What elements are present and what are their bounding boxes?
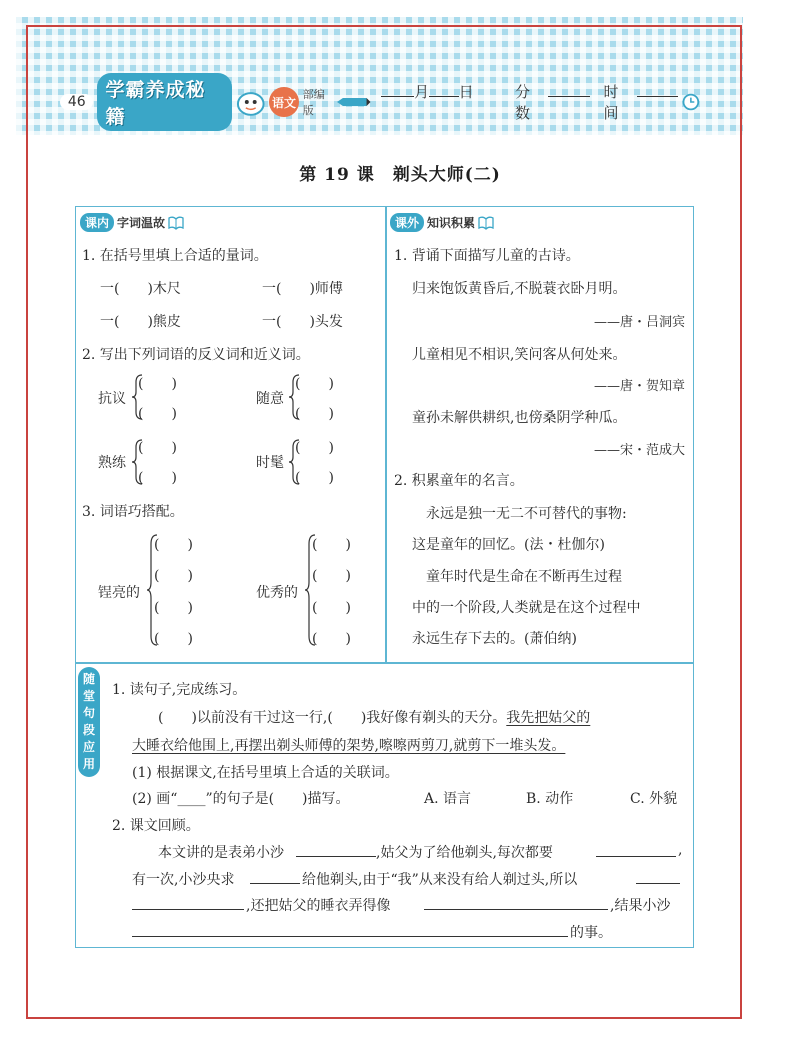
- question-1: 1. 在括号里填上合适的量词。: [82, 248, 268, 264]
- section-label-in-class: [80, 213, 184, 232]
- question-3: 3. 词语巧搭配。: [82, 504, 184, 520]
- answer-paren[interactable]: ( ): [138, 376, 177, 392]
- measure-word-item: 一( )头发: [262, 314, 343, 330]
- answer-paren[interactable]: ( ): [312, 568, 351, 584]
- quote-line: 这是童年的回忆。(法・杜伽尔): [412, 537, 605, 553]
- answer-paren[interactable]: ( ): [138, 470, 177, 486]
- poem-line: 童孙未解供耕织,也傍桑阴学种瓜。: [412, 410, 627, 426]
- month-label: 月: [414, 83, 430, 101]
- recall-text: ,结果小沙: [610, 898, 671, 914]
- answer-paren[interactable]: ( ): [154, 600, 193, 616]
- answer-paren[interactable]: ( ): [154, 537, 193, 553]
- side-label-char: 段: [82, 723, 95, 737]
- side-label-char: 句: [82, 706, 95, 720]
- option-c[interactable]: C. 外貌: [630, 791, 678, 807]
- poem-author: ——宋・范成大: [593, 443, 685, 458]
- brand-title: 学霸养成秘籍: [97, 73, 231, 131]
- fill-blank[interactable]: [636, 883, 680, 884]
- word-label: 锃亮的: [98, 585, 140, 601]
- book-icon: [168, 216, 184, 230]
- sub-question-1: (1) 根据课文,在括号里填上合适的关联词。: [132, 765, 399, 781]
- quote-line: 中的一个阶段,人类就是在这个过程中: [412, 600, 641, 616]
- section-sentence-application: [75, 662, 694, 948]
- section-in-class-vocab: [75, 206, 387, 664]
- option-a[interactable]: A. 语言: [424, 791, 472, 807]
- word-label: 抗议: [98, 391, 126, 407]
- fill-blank[interactable]: [250, 883, 300, 884]
- subject-badge: 语文: [269, 87, 299, 117]
- sub-question-2: (2) 画“____”的句子是( )描写。: [132, 791, 350, 807]
- score-label: 分数: [514, 83, 530, 122]
- measure-word-item: 一( )师傅: [262, 281, 343, 297]
- label-pill: 课外: [390, 213, 424, 232]
- lesson-title: 第 19 课 剃头大师(二): [299, 165, 501, 185]
- date-score-fields: [381, 81, 679, 123]
- day-label: 日: [458, 83, 474, 101]
- fill-blank[interactable]: [132, 936, 568, 937]
- book-icon: [478, 216, 494, 230]
- side-label-vertical: [78, 667, 100, 777]
- measure-word-item: 一( )木尺: [100, 281, 181, 297]
- answer-paren[interactable]: ( ): [312, 631, 351, 647]
- underlined-sentence: 我先把姑父的: [506, 710, 591, 726]
- passage-line: [158, 707, 590, 727]
- page-number: 46: [60, 94, 93, 110]
- section-label-extracurricular: [390, 213, 494, 232]
- answer-paren[interactable]: ( ): [295, 440, 334, 456]
- underlined-sentence: 大睡衣给他围上,再摆出剃头师傅的架势,嚓嚓两剪刀,就剪下一堆头发。: [132, 738, 566, 754]
- fill-blank[interactable]: [424, 909, 608, 910]
- pencil-icon: [337, 97, 370, 107]
- word-label: 熟练: [98, 455, 126, 471]
- month-blank[interactable]: [381, 81, 414, 97]
- label-text: 知识积累: [427, 216, 476, 230]
- recall-text: 有一次,小沙央求: [132, 872, 235, 888]
- side-label-char: 应: [82, 740, 95, 754]
- measure-word-item: 一( )熊皮: [100, 314, 181, 330]
- question-2: 2. 积累童年的名言。: [394, 473, 524, 489]
- question-1: 1. 背诵下面描写儿童的古诗。: [394, 248, 580, 264]
- edition-label: 部编版: [302, 88, 325, 117]
- recall-text: ,: [678, 842, 683, 858]
- answer-paren[interactable]: ( ): [295, 376, 334, 392]
- answer-paren[interactable]: ( ): [312, 600, 351, 616]
- side-label-char: 随: [82, 672, 95, 686]
- option-b[interactable]: B. 动作: [526, 791, 574, 807]
- question-1: 1. 读句子,完成练习。: [112, 682, 247, 698]
- answer-paren[interactable]: ( ): [138, 440, 177, 456]
- word-label: 时髦: [256, 455, 284, 471]
- recall-text: 给他剃头,由于“我”从来没有给人剃过头,所以: [302, 872, 578, 888]
- fill-blank[interactable]: [296, 856, 376, 857]
- fill-blank[interactable]: [596, 856, 676, 857]
- recall-text: ,姑父为了给他剃头,每次都要: [376, 845, 553, 861]
- answer-paren[interactable]: ( ): [138, 406, 177, 422]
- answer-paren[interactable]: ( ): [154, 568, 193, 584]
- poem-line: 归来饱饭黄昏后,不脱蓑衣卧月明。: [412, 281, 627, 297]
- recall-text: ,还把姑父的睡衣弄得像: [246, 898, 391, 914]
- recall-text: 的事。: [570, 925, 612, 941]
- side-label-char: 堂: [82, 689, 95, 703]
- quote-line: 永远是独一无二不可替代的事物:: [426, 506, 627, 522]
- section-extracurricular: [385, 206, 694, 664]
- passage-segment: ( )以前没有干过这一行,( )我好像有剃头的天分。: [158, 710, 507, 726]
- poem-author: ——唐・贺知章: [593, 379, 685, 394]
- mascot-icon: [234, 87, 267, 117]
- quote-line: 永远生存下去的。(萧伯纳): [412, 631, 577, 647]
- word-label: 随意: [256, 391, 284, 407]
- poem-author: ——唐・吕洞宾: [593, 315, 685, 330]
- recall-text: 本文讲的是表弟小沙: [158, 845, 284, 861]
- day-blank[interactable]: [429, 81, 458, 97]
- question-2: 2. 课文回顾。: [112, 818, 200, 834]
- clock-icon: [682, 93, 700, 111]
- answer-paren[interactable]: ( ): [154, 631, 193, 647]
- label-pill: 课内: [80, 213, 114, 232]
- answer-paren[interactable]: ( ): [312, 537, 351, 553]
- poem-line: 儿童相见不相识,笑问客从何处来。: [412, 347, 627, 363]
- answer-paren[interactable]: ( ): [295, 470, 334, 486]
- time-label: 时间: [603, 83, 619, 122]
- page-header: [60, 79, 700, 128]
- question-2: 2. 写出下列词语的反义词和近义词。: [82, 347, 310, 363]
- quote-line: 童年时代是生命在不断再生过程: [426, 569, 622, 585]
- label-text: 字词温故: [117, 216, 166, 230]
- side-label-char: 用: [82, 757, 95, 771]
- score-blank[interactable]: [548, 81, 589, 97]
- fill-blank[interactable]: [132, 909, 244, 910]
- word-label: 优秀的: [256, 585, 298, 601]
- answer-paren[interactable]: ( ): [295, 406, 334, 422]
- time-blank[interactable]: [637, 81, 678, 97]
